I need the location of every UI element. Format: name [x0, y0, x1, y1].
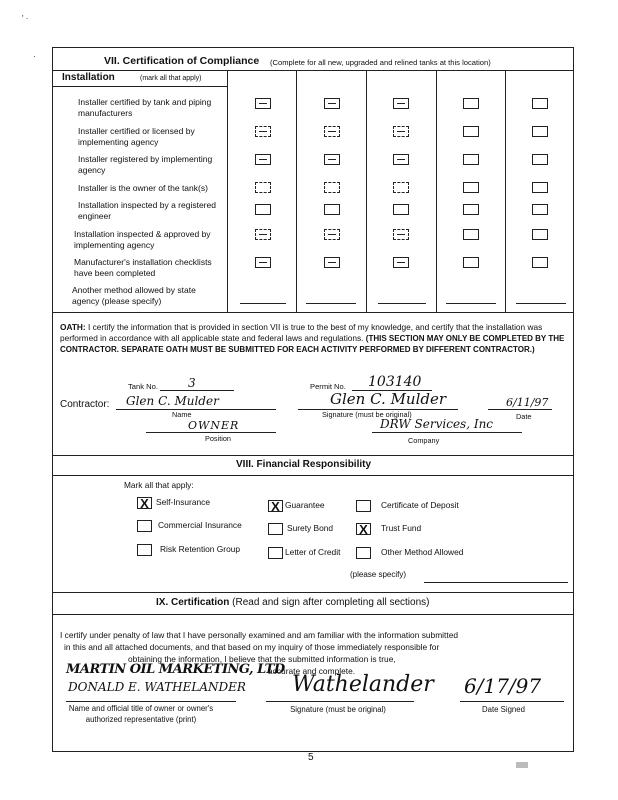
installation-checkbox[interactable] [532, 98, 548, 109]
installation-checkbox[interactable] [393, 154, 409, 165]
contractor-date-line [488, 409, 552, 410]
page-number: 5 [308, 752, 314, 763]
position-caption: Position [205, 434, 231, 443]
specify-line [516, 303, 566, 304]
contractor-name-value: Glen C. Mulder [126, 394, 219, 408]
financial-option-label: Commercial Insurance [158, 520, 242, 530]
financial-checkbox[interactable] [137, 520, 152, 532]
owner-date-caption: Date Signed [482, 705, 525, 714]
owner-signature-line [266, 701, 414, 702]
company-caption: Company [408, 436, 440, 445]
financial-checkbox[interactable]: X [356, 523, 371, 535]
certify-line: I certify under penalty of law that I have personally examined and am familiar with the information submitted [60, 630, 459, 640]
position-line [146, 432, 276, 433]
oath-text: I certify the information that is provided in section VII is true to the best of my knowledge, and certify that the installation was performed in accordance with all applicable state and federal laws and regulations. [60, 322, 543, 343]
signature-caption: Signature (must be original) [322, 410, 412, 419]
installation-checkbox[interactable] [324, 126, 340, 137]
tank-no-value: 3 [188, 376, 196, 390]
installation-checkbox[interactable] [532, 126, 548, 137]
certify-line: in this and all attached documents, and that based on my inquiry of those immediately responsible for [64, 642, 440, 652]
installation-checkbox[interactable] [393, 257, 409, 268]
installation-checkbox[interactable] [255, 98, 271, 109]
financial-option-label: Other Method Allowed [381, 547, 464, 557]
side-mark: · [33, 52, 36, 61]
contractor-signature-value: Glen C. Mulder [330, 390, 447, 408]
contractor-label: Contractor: [60, 399, 110, 410]
owner-signature-value: Wathelander [292, 672, 434, 697]
divider [52, 70, 574, 71]
financial-checkbox[interactable] [137, 544, 152, 556]
installation-checkbox[interactable] [463, 229, 479, 240]
financial-option-label: Trust Fund [381, 523, 422, 533]
position-value: OWNER [188, 419, 240, 432]
grid-line [366, 70, 367, 312]
divider [52, 475, 574, 476]
financial-checkbox[interactable] [356, 547, 371, 559]
installation-row-label: Installer certified by tank and piping manufacturers [78, 97, 212, 118]
owner-signature-caption: Signature (must be original) [290, 705, 386, 714]
oath-bold-text: (THIS SECTION MAY ONLY BE COMPLETED BY THE CONTRACTOR. SEPARATE OATH MUST BE SUBMITTED FOR EACH ACTIVITY PERFORMED BY DIFFERENT CONTRACTOR.) [60, 334, 565, 354]
installation-checkbox[interactable] [324, 257, 340, 268]
installation-checkbox[interactable] [532, 154, 548, 165]
installation-checkbox[interactable] [255, 154, 271, 165]
section8-title: VIII. Financial Responsibility [236, 459, 372, 470]
owner-name-caption: Name and official title of owner or owner's authorized representative (print) [68, 704, 214, 724]
installation-checkbox[interactable] [324, 229, 340, 240]
divider [52, 86, 227, 87]
divider [52, 614, 574, 615]
installation-row-label: Installation inspected & approved by implementing agency [74, 229, 211, 250]
installation-checkbox[interactable] [393, 182, 409, 193]
specify-line [446, 303, 496, 304]
oath-paragraph [60, 322, 568, 355]
grid-line [505, 70, 506, 312]
installation-row-label: Installer is the owner of the tank(s) [78, 183, 208, 193]
tank-no-label: Tank No. [128, 382, 158, 391]
owner-date-value: 6/17/97 [464, 674, 542, 698]
installation-checkbox[interactable] [393, 98, 409, 109]
section7-title: VII. Certification of Compliance [104, 55, 260, 67]
section9-title-note: (Read and sign after completing all sections) [232, 597, 430, 608]
installation-row-label: Installer registered by implementing agency [78, 154, 213, 175]
installation-checkbox[interactable] [532, 182, 548, 193]
installation-checkbox[interactable] [324, 98, 340, 109]
installation-checkbox[interactable] [255, 182, 271, 193]
section9-heading [156, 597, 429, 608]
certify-line: accurate and complete. [268, 666, 356, 676]
specify-line [424, 582, 568, 583]
financial-option-label: Surety Bond [287, 523, 334, 533]
specify-caption: (please specify) [350, 570, 407, 579]
owner-date-line [460, 701, 564, 702]
installation-checkbox[interactable] [255, 257, 271, 268]
permit-no-value: 103140 [368, 374, 422, 390]
installation-checkbox[interactable] [393, 126, 409, 137]
financial-checkbox[interactable] [268, 547, 283, 559]
installation-checkbox[interactable] [463, 126, 479, 137]
installation-checkbox[interactable] [393, 229, 409, 240]
contractor-name-line [116, 409, 276, 410]
financial-checkbox[interactable]: X [268, 500, 283, 512]
financial-option-label: Certificate of Deposit [381, 500, 459, 510]
installation-checkbox[interactable] [463, 98, 479, 109]
scan-mark [516, 762, 528, 768]
installation-row-label: Another method allowed by state agency (please specify) [72, 285, 196, 306]
financial-option-label: Letter of Credit [285, 547, 341, 557]
contractor-date-value: 6/11/97 [506, 396, 549, 409]
installation-checkbox[interactable] [532, 204, 548, 215]
company-value: DRW Services, Inc [380, 417, 494, 431]
grid-line [296, 70, 297, 312]
installation-checkbox[interactable] [255, 229, 271, 240]
installation-checkbox[interactable] [463, 154, 479, 165]
financial-option-label: Risk Retention Group [160, 544, 241, 554]
financial-checkbox[interactable]: X [137, 497, 152, 509]
specify-line [378, 303, 426, 304]
tank-no-line [160, 390, 234, 391]
installation-row-label: Installation inspected by a registered engineer [78, 200, 216, 221]
financial-option-label: Self-Insurance [156, 497, 210, 507]
financial-option-label: Guarantee [285, 500, 325, 510]
owner-company-value: MARTIN OIL MARKETING, LTD [66, 662, 285, 677]
installation-checkbox[interactable] [324, 182, 340, 193]
permit-no-label: Permit No. [310, 382, 346, 391]
divider [52, 592, 574, 593]
installation-checkbox[interactable] [255, 126, 271, 137]
installation-checkbox[interactable] [463, 257, 479, 268]
mark-all-label: Mark all that apply: [124, 480, 194, 490]
installation-row-label: Manufacturer's installation checklists have been completed [74, 257, 212, 278]
certify-line: obtaining the information, I believe that the submitted information is true, [128, 654, 396, 664]
corner-mark: ' · [22, 14, 29, 23]
installation-checkbox[interactable] [324, 204, 340, 215]
installation-checkbox[interactable] [393, 204, 409, 215]
financial-checkbox[interactable] [268, 523, 283, 535]
installation-checkbox[interactable] [532, 229, 548, 240]
specify-line [306, 303, 356, 304]
installation-checkbox[interactable] [255, 204, 271, 215]
installation-note: (mark all that apply) [140, 75, 202, 82]
divider [52, 312, 574, 313]
installation-checkbox[interactable] [463, 204, 479, 215]
owner-name-line [66, 701, 236, 702]
oath-label: OATH: [60, 322, 86, 332]
grid-line [436, 70, 437, 312]
owner-name-value: DONALD E. WATHELANDER [68, 680, 246, 694]
section7-note: (Complete for all new, upgraded and relined tanks at this location) [270, 58, 491, 67]
installation-checkbox[interactable] [324, 154, 340, 165]
installation-checkbox[interactable] [463, 182, 479, 193]
date-caption: Date [516, 412, 532, 421]
installation-checkbox[interactable] [532, 257, 548, 268]
installation-row-label: Installer certified or licensed by implementing agency [78, 126, 195, 147]
divider [52, 455, 574, 456]
specify-line [240, 303, 286, 304]
name-caption: Name [172, 410, 192, 419]
financial-checkbox[interactable] [356, 500, 371, 512]
installation-header: Installation [62, 72, 115, 83]
company-line [372, 432, 522, 433]
section9-title: IX. Certification [156, 597, 230, 608]
